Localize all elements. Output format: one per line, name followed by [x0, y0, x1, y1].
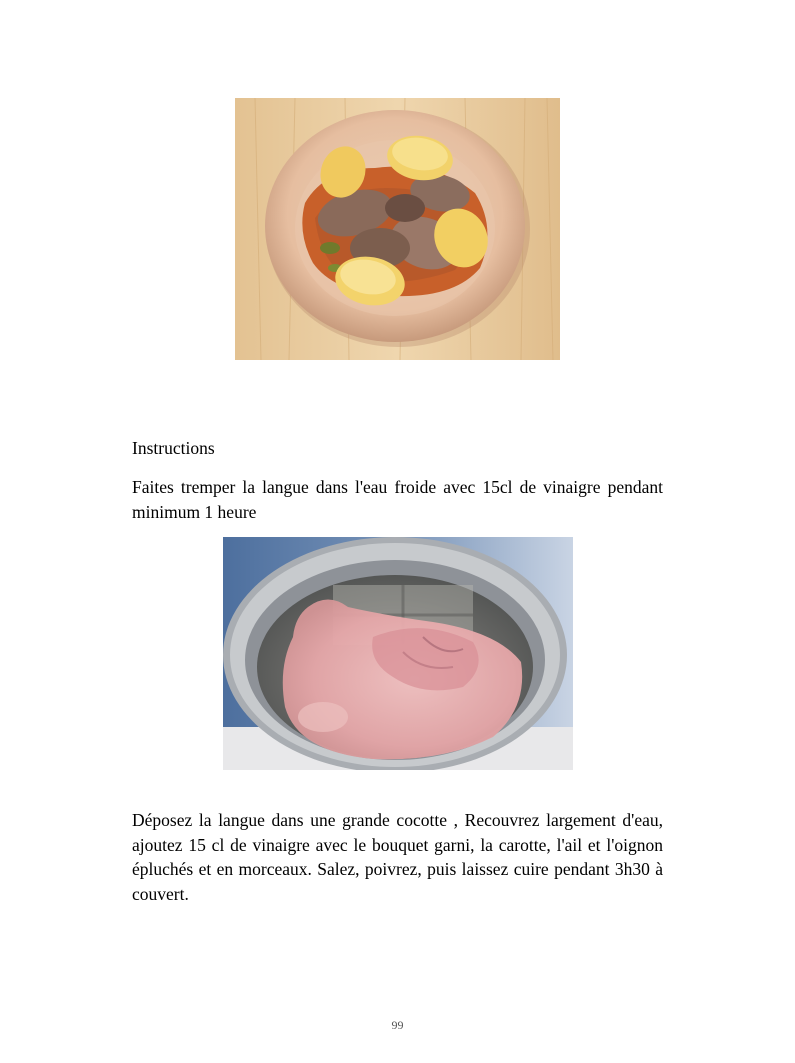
instruction-paragraph-cook: Déposez la langue dans une grande cocotte , Recouvrez largement d'eau, ajoutez 15 cl de vinaigre avec le bouquet garni, la carotte, l'ail et l'oignon épluchés et en morceaux. Salez, poivrez, puis laissez cuire pendant 3h30 à couvert.	[132, 810, 663, 904]
page-number: 99	[391, 1018, 404, 1032]
bowl-illustration	[223, 537, 573, 770]
instructions-heading: Instructions	[132, 438, 215, 458]
dish-photo	[235, 98, 560, 360]
soaking-bowl-photo	[223, 537, 573, 770]
dish-illustration	[235, 98, 560, 360]
instruction-paragraph-soak: Faites tremper la langue dans l'eau froide avec 15cl de vinaigre pendant minimum 1 heure	[132, 477, 663, 522]
